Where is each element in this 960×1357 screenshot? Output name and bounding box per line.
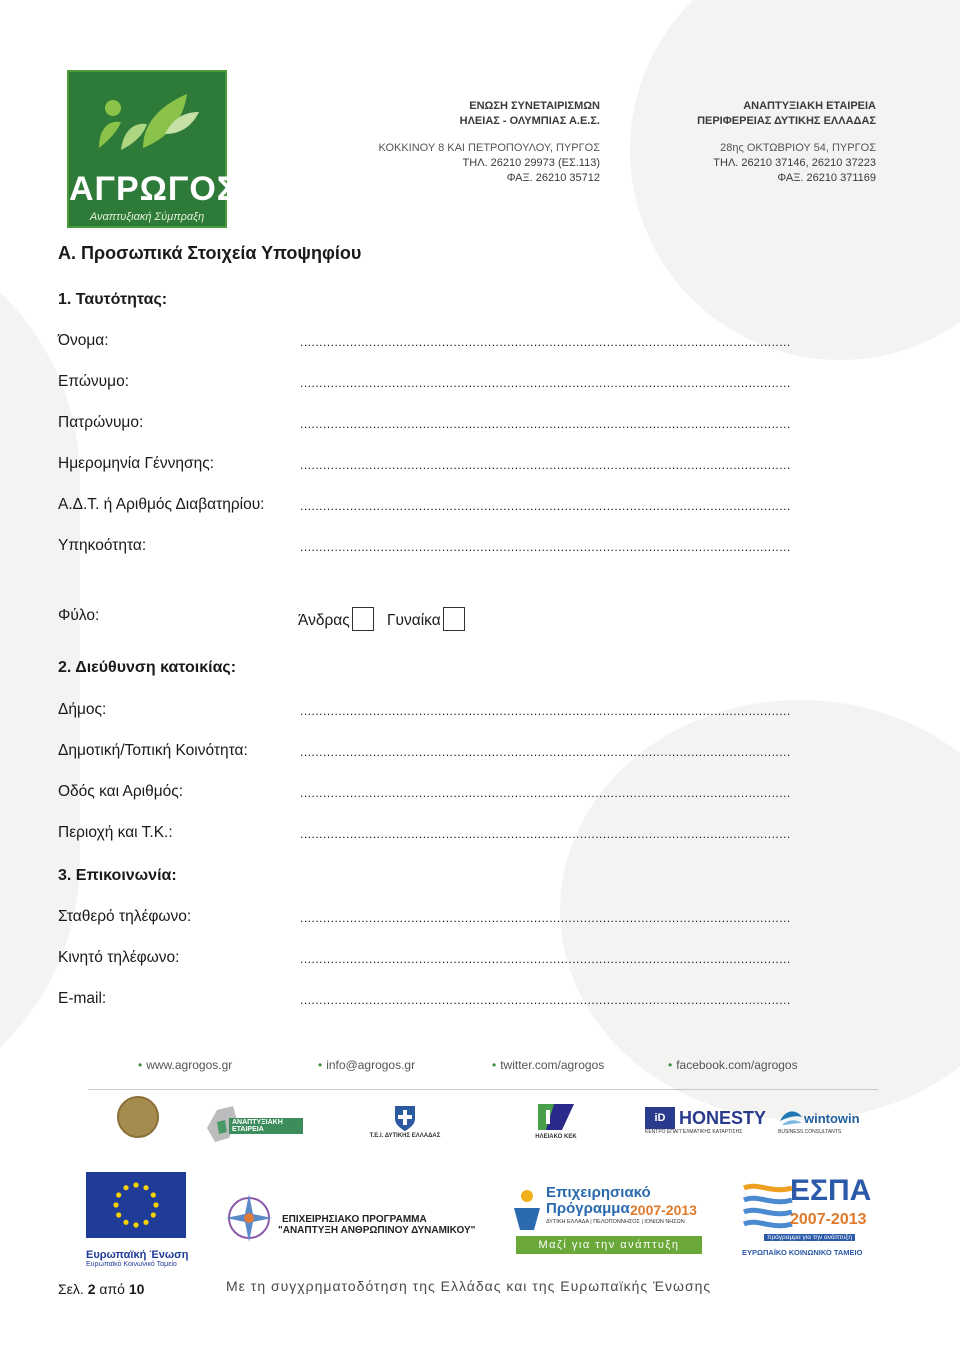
- tei-logo: Τ.Ε.Ι. ΔΥΤΙΚΗΣ ΕΛΛΑΔΑΣ: [355, 1098, 455, 1144]
- field-label: Όνομα:: [58, 332, 109, 349]
- field-label: Ημερομηνία Γέννησης:: [58, 455, 215, 472]
- wintowin-logo: wintowin BUSINESS CONSULTANTS: [778, 1104, 876, 1138]
- footer-link-twitter[interactable]: • twitter.com/agrogos: [492, 1058, 605, 1072]
- cofunding-statement: Με τη συγχρηματοδότηση της Ελλάδας και της Ευρωπαϊκής Ένωσης: [226, 1278, 712, 1294]
- operational-program-logo: [510, 1184, 706, 1256]
- field-label: Επώνυμο:: [58, 373, 129, 390]
- footer-divider: [88, 1089, 878, 1090]
- footer-link-facebook[interactable]: • facebook.com/agrogos: [668, 1058, 798, 1072]
- field-blank-street[interactable]: ................................................................................................................................: [300, 786, 791, 800]
- field-label: Πατρώνυμο:: [58, 414, 144, 431]
- espa-title: ΕΣΠΑ: [790, 1174, 872, 1207]
- footer-link-website[interactable]: • www.agrogos.gr: [138, 1058, 233, 1072]
- section-contact-title: 3. Επικοινωνία:: [58, 867, 177, 884]
- agrogos-logo: [67, 70, 239, 228]
- gender-option-female: [387, 607, 471, 631]
- hr-program-logo: [222, 1190, 480, 1246]
- figure-icon: [510, 1188, 544, 1232]
- female-label: Γυναίκα: [387, 612, 441, 629]
- org2-line2: ΠΕΡΙΦΕΡΕΙΑΣ ΔΥΤΙΚΗΣ ΕΛΛΑΔΑΣ: [697, 115, 876, 127]
- field-label: Υπηκοότητα:: [58, 537, 147, 554]
- field-blank-municipality[interactable]: ................................................................................................................................: [300, 704, 791, 718]
- op-years: 2007-2013: [630, 1202, 697, 1218]
- compass-star-icon: [222, 1190, 276, 1246]
- org2-contact: [660, 99, 876, 186]
- male-checkbox[interactable]: [352, 607, 374, 631]
- field-row: [58, 783, 904, 803]
- field-row: [58, 537, 904, 557]
- form-title: Α. Προσωπικά Στοιχεία Υποψηφίου: [58, 243, 362, 263]
- org1-phone: ΤΗΛ. 26210 29973 (ΕΣ.113): [462, 157, 600, 169]
- org1-line1: ΕΝΩΣΗ ΣΥΝΕΤΑΙΡΙΣΜΩΝ: [469, 100, 600, 112]
- field-blank-landline[interactable]: ................................................................................................................................: [300, 911, 791, 925]
- op-line1: Επιχειρησιακό: [546, 1184, 651, 1201]
- field-blank-birth-date[interactable]: ................................................................................................................................: [300, 458, 791, 472]
- org1-line2: ΗΛΕΙΑΣ - ΟΛΥΜΠΙΑΣ Α.Ε.Σ.: [459, 115, 600, 127]
- espa-years: 2007-2013: [790, 1211, 867, 1228]
- eu-line1: Ευρωπαϊκή Ένωση: [86, 1249, 189, 1261]
- wave-icon: [778, 1107, 804, 1129]
- field-blank-last-name[interactable]: ................................................................................................................................: [300, 376, 791, 390]
- field-row: [58, 414, 904, 434]
- gender-label: Φύλο:: [58, 607, 100, 624]
- gender-row: [58, 606, 904, 632]
- field-label: Σταθερό τηλέφωνο:: [58, 908, 192, 925]
- coat-of-arms-icon: [392, 1103, 418, 1133]
- field-label: E-mail:: [58, 990, 107, 1007]
- field-label: Α.Δ.Τ. ή Αριθμός Διαβατηρίου:: [58, 496, 265, 513]
- female-checkbox[interactable]: [443, 607, 465, 631]
- section-address-title: 2. Διεύθυνση κατοικίας:: [58, 659, 237, 676]
- field-blank-email[interactable]: ................................................................................................................................: [300, 993, 791, 1007]
- espa-tagline: πρόγραμμα για την ανάπτυξη: [764, 1234, 855, 1241]
- field-row: [58, 949, 904, 969]
- kek-emblem-icon: [536, 1102, 576, 1134]
- development-company-logo: ΑΝΑΠΤΥΞΙΑΚΗ ΕΤΑΙΡΕΙΑ: [203, 1100, 303, 1146]
- eu-line2: Ευρωπαϊκό Κοινωνικό Ταμείο: [86, 1261, 177, 1268]
- org1-contact: [370, 99, 600, 186]
- field-blank-community[interactable]: ................................................................................................................................: [300, 745, 791, 759]
- field-row: [58, 908, 904, 928]
- field-blank-area-postcode[interactable]: ................................................................................................................................: [300, 827, 791, 841]
- field-blank-mobile[interactable]: ................................................................................................................................: [300, 952, 791, 966]
- wave-stripes-icon: [742, 1180, 794, 1236]
- field-blank-fathers-name[interactable]: ................................................................................................................................: [300, 417, 791, 431]
- logo-title: ΑΓΡΩΓΟΣ: [69, 170, 239, 208]
- eu-flag-icon: [86, 1172, 186, 1238]
- ileiako-kek-logo: ΗΛΕΙΑΚΟ ΚΕΚ: [528, 1097, 584, 1145]
- hr-program-line2: "ΑΝΑΠΤΥΞΗ ΑΝΘΡΩΠΙΝΟΥ ΔΥΝΑΜΙΚΟΥ": [278, 1225, 476, 1236]
- field-label: Δήμος:: [58, 701, 107, 718]
- field-label: Κινητό τηλέφωνο:: [58, 949, 180, 966]
- footer-link-email[interactable]: • info@agrogos.gr: [318, 1058, 416, 1072]
- field-row: [58, 701, 904, 721]
- field-label: Περιοχή και Τ.Κ.:: [58, 824, 173, 841]
- org2-phone: ΤΗΛ. 26210 37146, 26210 37223: [713, 157, 876, 169]
- field-row: [58, 824, 904, 844]
- seal-logo: [117, 1096, 159, 1138]
- org2-address: 28ης ΟΚΤΩΒΡΙΟΥ 54, ΠΥΡΓΟΣ: [720, 142, 876, 154]
- hr-program-line1: ΕΠΙΧΕΙΡΗΣΙΑΚΟ ΠΡΟΓΡΑΜΜΑ: [282, 1214, 427, 1225]
- leaf-people-icon: [69, 72, 225, 172]
- logo-subtitle: Αναπτυξιακή Σύμπραξη: [89, 211, 205, 223]
- field-blank-nationality[interactable]: ................................................................................................................................: [300, 540, 791, 554]
- field-row: [58, 990, 904, 1010]
- op-line2: Πρόγραμμα: [546, 1200, 630, 1217]
- field-row: [58, 455, 904, 475]
- eu-logo: [86, 1172, 189, 1272]
- field-blank-id-number[interactable]: ................................................................................................................................: [300, 499, 791, 513]
- field-row: [58, 742, 904, 762]
- honesty-logo: iD HONESTY ΚΕΝΤΡΟ ΕΠΑΓΓΕΛΜΑΤΙΚΗΣ ΚΑΤΑΡΤΙΣΗΣ: [645, 1107, 767, 1135]
- field-blank-first-name[interactable]: ................................................................................................................................: [300, 335, 791, 349]
- org2-line1: ΑΝΑΠΤΥΞΙΑΚΗ ΕΤΑΙΡΕΙΑ: [743, 100, 876, 112]
- honesty-badge-icon: iD: [645, 1107, 675, 1129]
- field-row: [58, 373, 904, 393]
- espa-fund: ΕΥΡΩΠΑΪΚΟ ΚΟΙΝΩΝΙΚΟ ΤΑΜΕΙΟ: [742, 1248, 863, 1257]
- op-slogan: Μαζί για την ανάπτυξη: [516, 1236, 702, 1254]
- male-label: Άνδρας: [298, 612, 350, 629]
- gender-option-male: [298, 607, 380, 631]
- field-row: [58, 332, 904, 352]
- field-label: Οδός και Αριθμός:: [58, 783, 184, 800]
- org1-fax: ΦΑΞ. 26210 35712: [506, 172, 600, 184]
- org2-fax: ΦΑΞ. 26210 371169: [777, 172, 876, 184]
- field-row: [58, 496, 904, 516]
- field-label: Δημοτική/Τοπική Κοινότητα:: [58, 742, 248, 759]
- espa-logo: [742, 1174, 878, 1264]
- page-number: Σελ. 2 από 10: [58, 1281, 145, 1297]
- op-region: ΔΥΤΙΚΗ ΕΛΛΑΔΑ | ΠΕΛΟΠΟΝΝΗΣΟΣ | ΙΟΝΙΩΝ ΝΗΣΩΝ: [546, 1219, 685, 1225]
- org1-address: ΚΟΚΚΙΝΟΥ 8 ΚΑΙ ΠΕΤΡΟΠΟΥΛΟΥ, ΠΥΡΓΟΣ: [378, 142, 600, 154]
- section-identity-title: 1. Ταυτότητας:: [58, 291, 168, 308]
